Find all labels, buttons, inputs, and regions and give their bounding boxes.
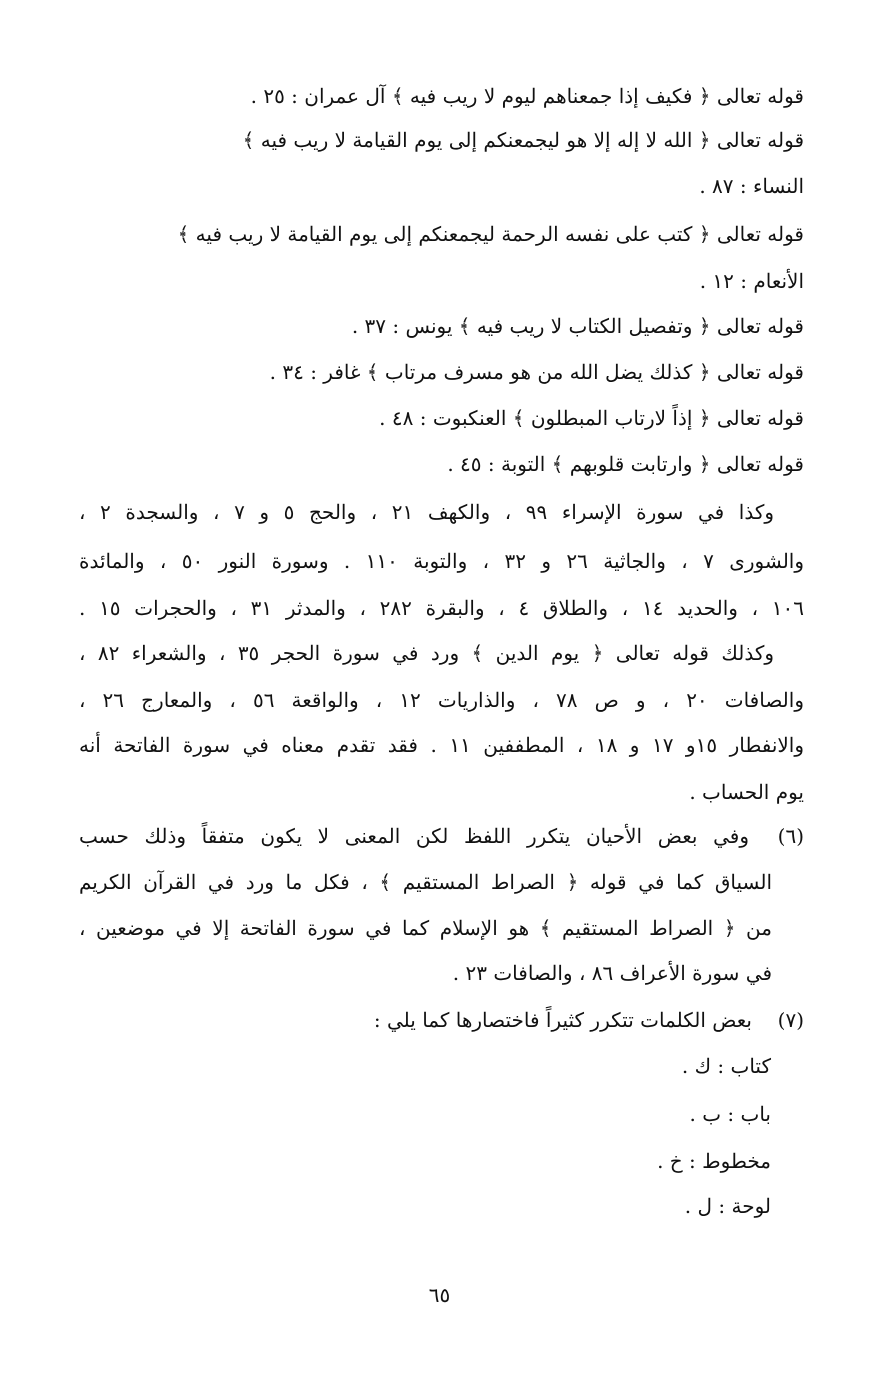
text-line: السياق كما في قوله ﴿ الصراط المستقيم ﴾ ، فكل ما ورد في القرآن الكريم <box>79 870 773 894</box>
text-line: قوله تعالى ﴿ كذلك يضل الله من هو مسرف مرتاب ﴾ غافر : ٣٤ . <box>269 360 804 384</box>
text-line: قوله تعالى ﴿ كتب على نفسه الرحمة ليجمعنكم إلى يوم القيامة لا ريب فيه ﴾ <box>177 222 804 246</box>
text-line: وكذا في سورة الإسراء ٩٩ ، والكهف ٢١ ، والحج ٥ و ٧ ، والسجدة ٢ ، <box>79 500 774 524</box>
text-line: في سورة الأعراف ٨٦ ، والصافات ٢٣ . <box>452 961 772 985</box>
abbreviation-line: كتاب : ك . <box>681 1054 771 1078</box>
text-line: الأنعام : ١٢ . <box>699 269 804 293</box>
page-number: ٦٥ <box>428 1283 451 1307</box>
text-line: بعض الكلمات تتكرر كثيراً فاختصارها كما يلي : <box>373 1008 752 1032</box>
text-line: النساء : ٨٧ . <box>699 174 804 198</box>
abbreviation-line: لوحة : ل . <box>684 1194 771 1218</box>
text-line: والانفطار ١٥و ١٧ و ١٨ ، المطففين ١١ . فقد تقدم معناه في سورة الفاتحة أنه <box>79 733 805 757</box>
text-line: ١٠٦ ، والحديد ١٤ ، والطلاق ٤ ، والبقرة ٢٨٢ ، والمدثر ٣١ ، والحجرات ١٥ . <box>79 596 804 620</box>
text-line: والشورى ٧ ، والجاثية ٢٦ و ٣٢ ، والتوبة ١١٠ . وسورة النور ٥٠ ، والمائدة <box>79 549 805 573</box>
text-line: قوله تعالى ﴿ الله لا إله إلا هو ليجمعنكم إلى يوم القيامة لا ريب فيه ﴾ <box>242 128 804 152</box>
text-line: يوم الحساب . <box>689 780 804 804</box>
text-line: قوله تعالى ﴿ فكيف إذا جمعناهم ليوم لا ريب فيه ﴾ آل عمران : ٢٥ . <box>250 84 804 108</box>
text-line: قوله تعالى ﴿ وتفصيل الكتاب لا ريب فيه ﴾ يونس : ٣٧ . <box>351 314 804 338</box>
text-line: قوله تعالى ﴿ وارتابت قلوبهم ﴾ التوبة : ٤٥ . <box>447 452 804 476</box>
text-line: من ﴿ الصراط المستقيم ﴾ هو الإسلام كما في سورة الفاتحة إلا في موضعين ، <box>79 916 772 940</box>
item-number: (٦) <box>777 824 804 848</box>
item-number: (٧) <box>777 1008 804 1032</box>
text-line: قوله تعالى ﴿ إذاً لارتاب المبطلون ﴾ العنكبوت : ٤٨ . <box>379 406 804 430</box>
text-line: وكذلك قوله تعالى ﴿ يوم الدين ﴾ ورد في سورة الحجر ٣٥ ، والشعراء ٨٢ ، <box>79 641 774 665</box>
text-line: وفي بعض الأحيان يتكرر اللفظ لكن المعنى لا يكون متفقاً وذلك حسب <box>79 824 749 848</box>
abbreviation-line: باب : ب . <box>689 1102 771 1126</box>
text-line: والصافات ٢٠ ، و ص ٧٨ ، والذاريات ١٢ ، والواقعة ٥٦ ، والمعارج ٢٦ ، <box>79 688 804 712</box>
abbreviation-line: مخطوط : خ . <box>657 1149 771 1173</box>
